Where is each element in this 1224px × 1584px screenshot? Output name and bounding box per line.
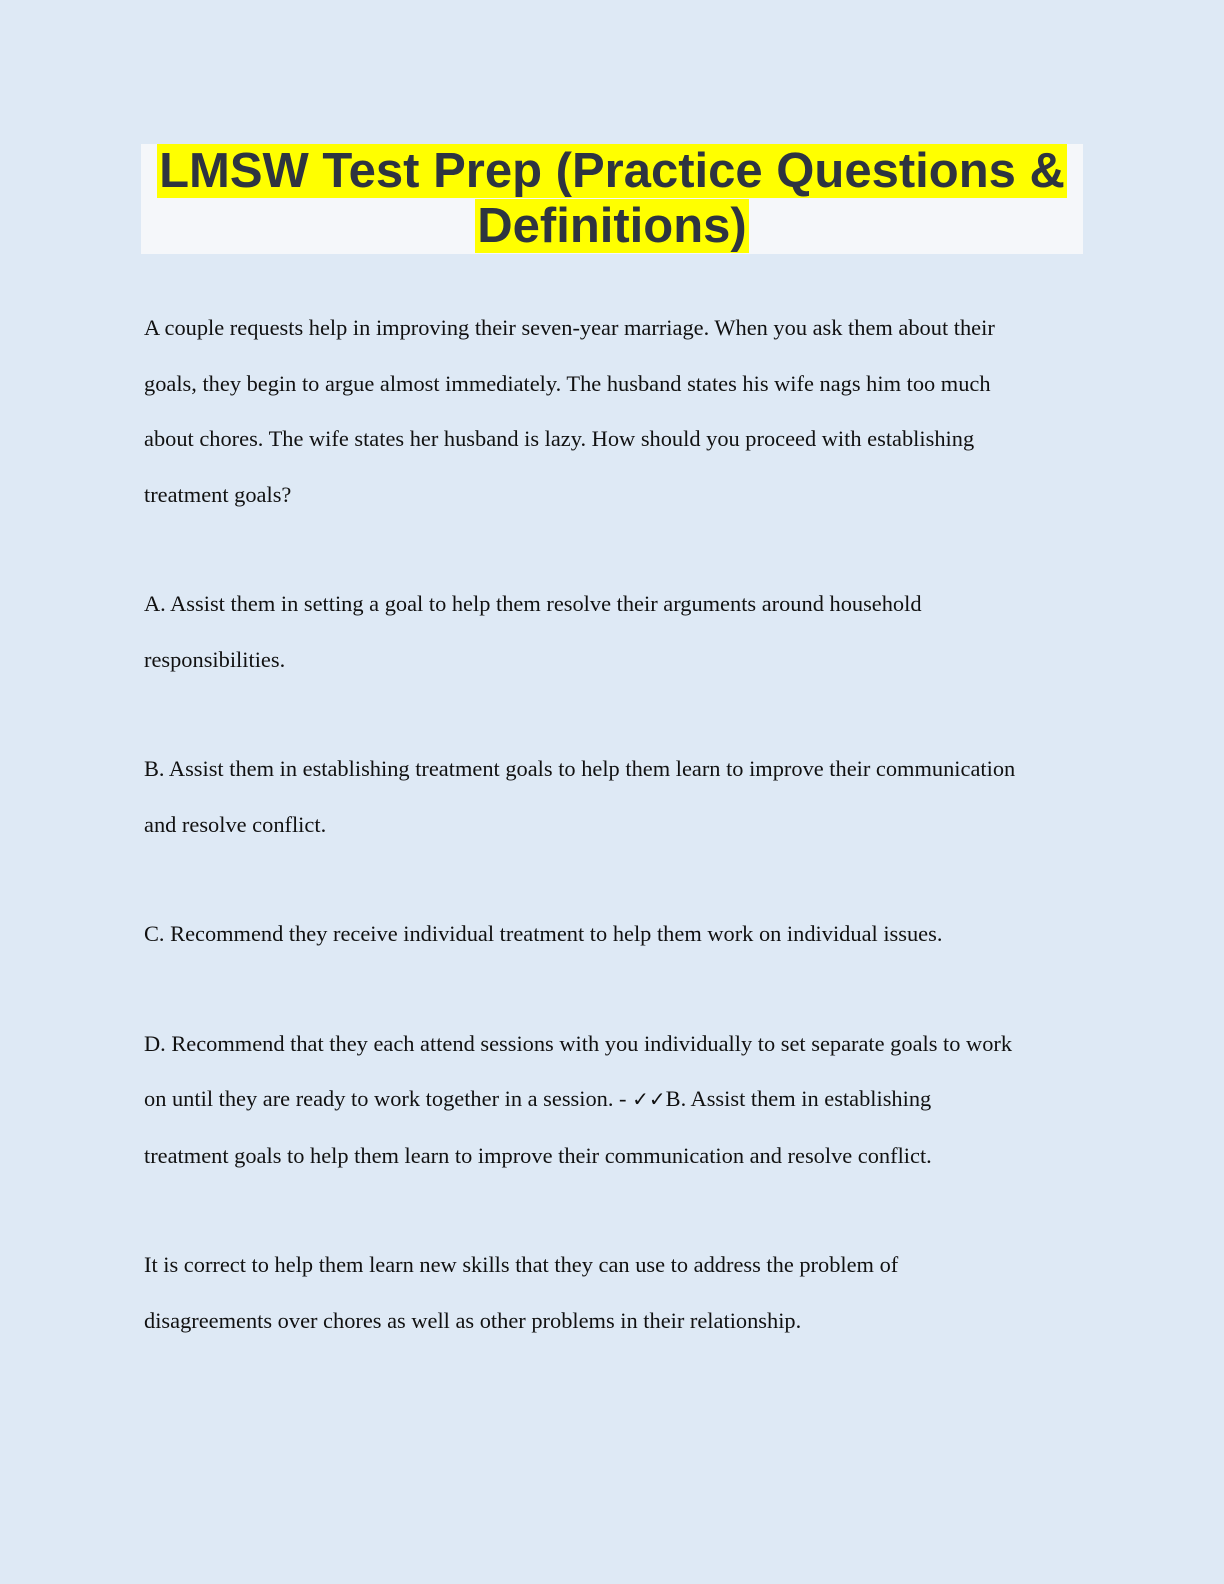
option-b: B. Assist them in establishing treatment goals to help them learn to improve their communication and resolve conflict.	[144, 756, 1016, 837]
document-body	[144, 300, 1089, 1402]
document-title	[141, 144, 1083, 254]
rationale-text: It is correct to help them learn new skills that they can use to address the problem of disagreements over chores as well as other problems in their relationship.	[144, 1252, 899, 1333]
title-line-1: LMSW Test Prep (Practice Questions &	[159, 144, 1065, 198]
option-d-with-answer: D. Recommend that they each attend sessions with you individually to set separate goals to work on until they are ready to work together in a session. - ✓✓B. Assist them in establishing treatment goals to help them learn to improve their communication and resolve conflict.	[144, 1016, 1089, 1184]
option-c: C. Recommend they receive individual treatment to help them work on individual issues.	[144, 921, 943, 946]
checkmark-icon: ✓✓	[632, 1087, 666, 1111]
question-text: A couple requests help in improving their seven-year marriage. When you ask them about their goals, they begin to argue almost immediately. The husband states his wife nags him too much about chores. The wife states her husband is lazy. How should you proceed with establishing treatment goals?	[144, 315, 995, 507]
title-line-2: Definitions)	[477, 199, 747, 253]
option-a: A. Assist them in setting a goal to help them resolve their arguments around household responsibilities.	[144, 591, 922, 672]
answer-line: on until they are ready to work together in a session. - ✓✓B. Assist them in establishing	[144, 1086, 932, 1111]
correct-answer: B. Assist them in establishing	[665, 1086, 932, 1111]
